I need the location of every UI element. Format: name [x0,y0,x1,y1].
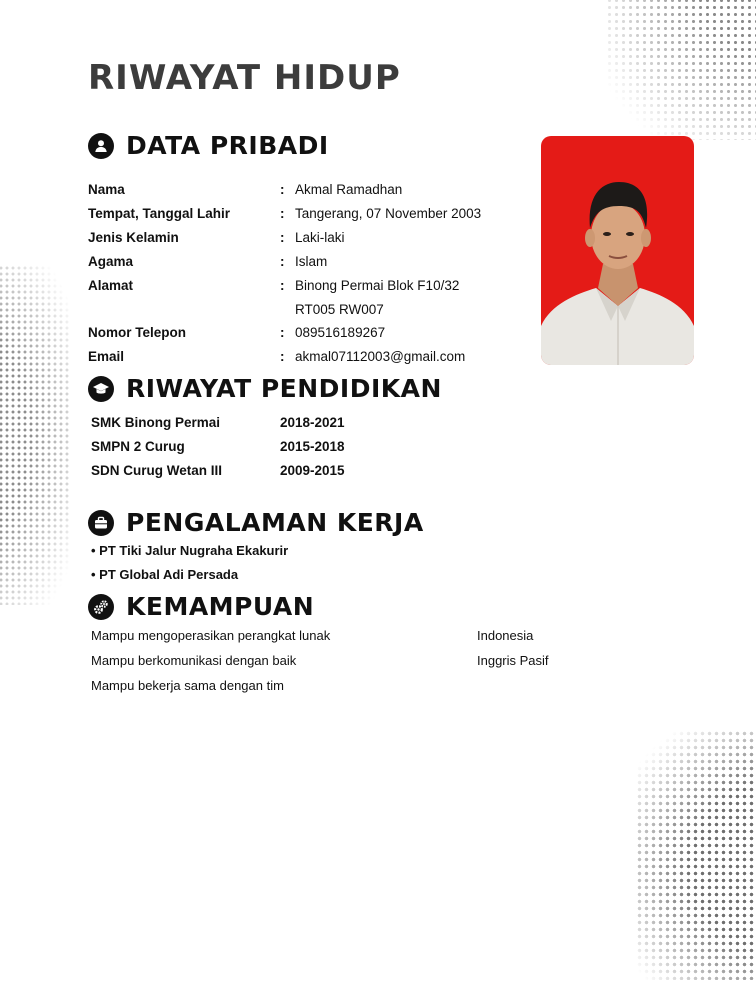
skill-item: Mampu berkomunikasi dengan baik [91,653,297,668]
user-icon [88,133,114,159]
page-title: RIWAYAT HIDUP [88,58,401,98]
section-header-experience [88,508,424,537]
halftone-decoration-left [0,265,70,605]
section-header-education [88,374,442,403]
gear-icon [88,594,114,620]
education-years: 2009-2015 [280,463,345,478]
separator: : [280,254,285,269]
separator: : [280,278,285,293]
education-years: 2015-2018 [280,439,345,454]
section-title-personal: DATA PRIBADI [126,131,329,160]
personal-label: Jenis Kelamin [88,230,179,245]
personal-label: Email [88,349,125,364]
halftone-decoration-top-right [606,0,756,140]
separator: : [280,349,285,364]
section-header-skills [88,592,314,621]
halftone-decoration-bottom-right [636,730,756,980]
briefcase-icon [88,510,114,536]
personal-value: Binong Permai Blok F10/32 [295,278,460,293]
personal-value: Laki-laki [295,230,345,245]
education-school: SDN Curug Wetan III [91,463,223,478]
education-row [91,461,345,481]
education-row [91,437,345,457]
separator: : [280,325,285,340]
personal-value: akmal07112003@gmail.com [295,349,466,364]
section-title-experience: PENGALAMAN KERJA [126,508,424,537]
section-header-personal [88,131,329,160]
graduation-cap-icon [88,376,114,402]
education-row [91,413,345,433]
language-item: Indonesia [477,628,534,643]
personal-label: Tempat, Tanggal Lahir [88,206,231,221]
personal-value: RT005 RW007 [295,302,384,317]
personal-label: Nama [88,182,125,197]
separator: : [280,182,285,197]
personal-value: Tangerang, 07 November 2003 [295,206,482,221]
skill-item: Mampu mengoperasikan perangkat lunak [91,628,331,643]
education-years: 2018-2021 [280,415,345,430]
experience-item: • PT Global Adi Persada [91,567,239,582]
personal-value: Islam [295,254,328,269]
personal-value: 089516189267 [295,325,386,340]
separator: : [280,230,285,245]
personal-value: Akmal Ramadhan [295,182,403,197]
skill-item: Mampu bekerja sama dengan tim [91,678,284,693]
section-title-skills: KEMAMPUAN [126,592,315,621]
section-title-education: RIWAYAT PENDIDIKAN [126,374,442,403]
personal-label: Alamat [88,278,134,293]
separator: : [280,206,285,221]
personal-label: Nomor Telepon [88,325,187,340]
language-item: Inggris Pasif [477,653,549,668]
education-school: SMK Binong Permai [91,415,221,430]
profile-photo [541,136,694,365]
experience-item: • PT Tiki Jalur Nugraha Ekakurir [91,543,289,558]
personal-label: Agama [88,254,134,269]
education-school: SMPN 2 Curug [91,439,185,454]
